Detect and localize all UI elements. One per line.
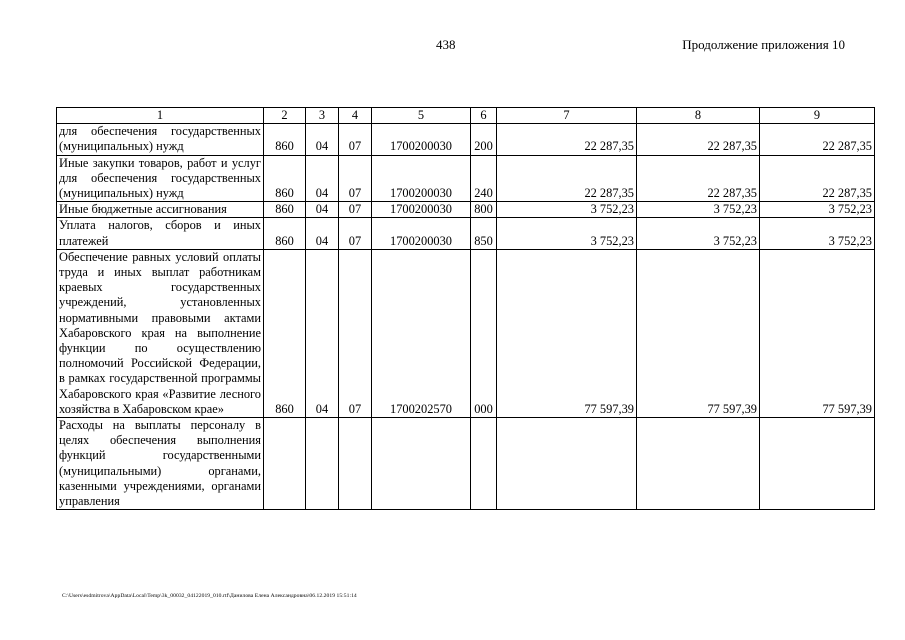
column-header: 9 [760, 108, 875, 124]
table-row [57, 249, 875, 417]
admin-code: 860 [264, 218, 306, 249]
section-code: 04 [306, 155, 339, 202]
amount-col8: 22 287,35 [637, 155, 760, 202]
section-code: 04 [306, 124, 339, 155]
target-article-code: 1700202570 [372, 249, 471, 417]
section-code [306, 418, 339, 510]
column-header: 6 [471, 108, 497, 124]
amount-col7: 3 752,23 [497, 218, 637, 249]
appendix-label: Продолжение приложения 10 [682, 37, 845, 52]
column-header: 4 [339, 108, 372, 124]
section-code: 04 [306, 218, 339, 249]
amount-col9: 77 597,39 [760, 249, 875, 417]
table-row [57, 202, 875, 218]
row-description: Иные закупки товаров, работ и услуг для обеспечения государственных (муниципальных) нужд [57, 155, 264, 202]
admin-code: 860 [264, 124, 306, 155]
amount-col7: 77 597,39 [497, 249, 637, 417]
subsection-code: 07 [339, 124, 372, 155]
target-article-code: 1700200030 [372, 155, 471, 202]
file-path-footer: C:\Users\esdmitrova\AppData\Local\Temp\3k_00032_04122019_010.rtf\Данилова Елена Александровна\06.12.2019 15:51:14 [62, 593, 357, 599]
amount-col7: 22 287,35 [497, 155, 637, 202]
table-row [57, 218, 875, 249]
admin-code: 860 [264, 202, 306, 218]
amount-col9: 3 752,23 [760, 218, 875, 249]
row-description: Иные бюджетные ассигнования [57, 202, 264, 218]
amount-col7: 22 287,35 [497, 124, 637, 155]
row-description: для обеспечения государственных (муниципальных) нужд [57, 124, 264, 155]
expense-type-code: 800 [471, 202, 497, 218]
subsection-code: 07 [339, 155, 372, 202]
table-row [57, 418, 875, 510]
admin-code [264, 418, 306, 510]
amount-col7: 3 752,23 [497, 202, 637, 218]
row-description: Уплата налогов, сборов и иных платежей [57, 218, 264, 249]
target-article-code: 1700200030 [372, 218, 471, 249]
column-number-row [57, 108, 875, 124]
column-header: 7 [497, 108, 637, 124]
expense-type-code: 850 [471, 218, 497, 249]
section-code: 04 [306, 249, 339, 417]
subsection-code: 07 [339, 202, 372, 218]
amount-col7 [497, 418, 637, 510]
admin-code: 860 [264, 249, 306, 417]
row-description: Расходы на выплаты персоналу в целях обеспечения выполнения функций государственными (муниципальными) органами, казенными учреждениями, органами управления [57, 418, 264, 510]
table-row [57, 155, 875, 202]
amount-col8: 77 597,39 [637, 249, 760, 417]
column-header: 8 [637, 108, 760, 124]
target-article-code: 1700200030 [372, 202, 471, 218]
expense-type-code [471, 418, 497, 510]
amount-col9: 3 752,23 [760, 202, 875, 218]
subsection-code: 07 [339, 218, 372, 249]
column-header: 2 [264, 108, 306, 124]
amount-col8: 3 752,23 [637, 202, 760, 218]
amount-col9 [760, 418, 875, 510]
amount-col8 [637, 418, 760, 510]
column-header: 5 [372, 108, 471, 124]
expense-type-code: 240 [471, 155, 497, 202]
budget-table [56, 107, 875, 510]
amount-col9: 22 287,35 [760, 155, 875, 202]
column-header: 3 [306, 108, 339, 124]
expense-type-code: 200 [471, 124, 497, 155]
subsection-code: 07 [339, 249, 372, 417]
table-row [57, 124, 875, 155]
section-code: 04 [306, 202, 339, 218]
page-number: 438 [436, 37, 456, 52]
row-description: Обеспечение равных условий оплаты труда и иных выплат работникам краевых государственных учреждений, установленных нормативными правовыми актами Хабаровского края на выполнение функции по осуществлению полномочий Российской Федерации, в рамках государственной программы Хабаровского края «Развитие лесного хозяйства в Хабаровском крае» [57, 249, 264, 417]
amount-col8: 3 752,23 [637, 218, 760, 249]
amount-col9: 22 287,35 [760, 124, 875, 155]
admin-code: 860 [264, 155, 306, 202]
column-header: 1 [57, 108, 264, 124]
subsection-code [339, 418, 372, 510]
expense-type-code: 000 [471, 249, 497, 417]
target-article-code [372, 418, 471, 510]
amount-col8: 22 287,35 [637, 124, 760, 155]
target-article-code: 1700200030 [372, 124, 471, 155]
